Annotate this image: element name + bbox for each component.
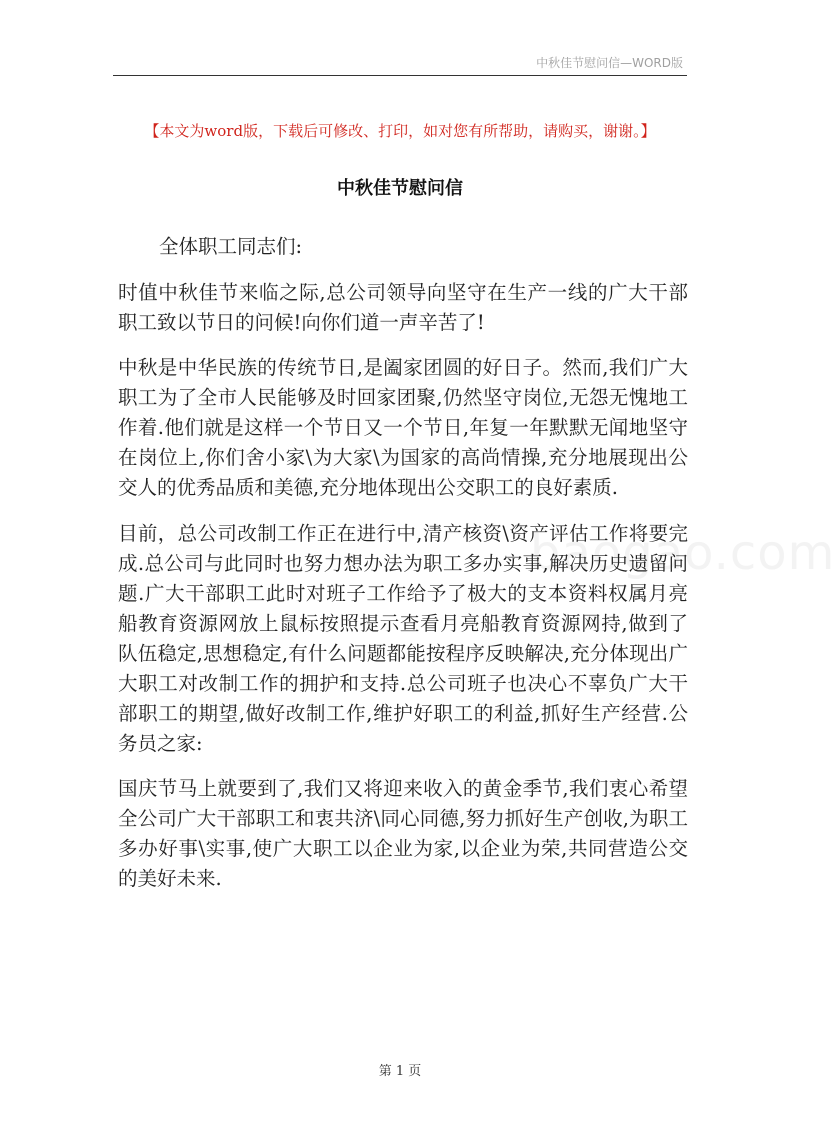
- paragraph-1: 时值中秋佳节来临之际,总公司领导向坚守在生产一线的广大干部职工致以节日的问候!向你们道一声辛苦了!: [118, 280, 688, 334]
- letter-body: [118, 232, 688, 910]
- paragraph-2: 中秋是中华民族的传统节日,是阖家团圆的好日子。然而,我们广大职工为了全市人民能够及时回家团聚,仍然坚守岗位,无怨无愧地工作着.他们就是这样一个节日又一个节日,年复一年默默无闻地坚守在岗位上,你们舍小家\为大家\为国家的高尚情操,充分地展现出公交人的优秀品质和美德,充分地体现出公交职工的良好素质.: [118, 356, 688, 499]
- page-number: 第 1 页: [378, 1064, 422, 1079]
- document-title: 中秋佳节慰问信: [337, 178, 463, 199]
- paragraph-3: 目前，总公司改制工作正在进行中,清产核资\资产评估工作将要完成.总公司与此同时也努力想办法为职工多办实事,解决历史遗留问题.广大干部职工此时对班子工作给予了极大的支本资料权属月亮船教育资源网放上鼠标按照提示查看月亮船教育资源网持,做到了队伍稳定,思想稳定,有什么问题都能按程序反映解决,充分体现出广大职工对改制工作的拥护和支持.总公司班子也决心不辜负广大干部职工的期望,做好改制工作,维护好职工的利益,抓好生产经营.公务员之家:: [118, 521, 688, 755]
- paragraph-4: 国庆节马上就要到了,我们又将迎来收入的黄金季节,我们衷心希望全公司广大干部职工和衷共济\同心同德,努力抓好生产创收,为职工多办好事\实事,使广大职工以企业为家,以企业为荣,共同营造公交的美好未来.: [118, 777, 688, 890]
- running-header: 中秋佳节慰问信—WORD版: [536, 56, 683, 70]
- download-notice: 【本文为word版，下载后可修改、打印，如对您有所帮助，请购买，谢谢。】: [144, 122, 656, 140]
- salutation: 全体职工同志们:: [159, 235, 303, 258]
- watermark: baogao.com: [530, 525, 835, 581]
- header-divider: [113, 75, 687, 76]
